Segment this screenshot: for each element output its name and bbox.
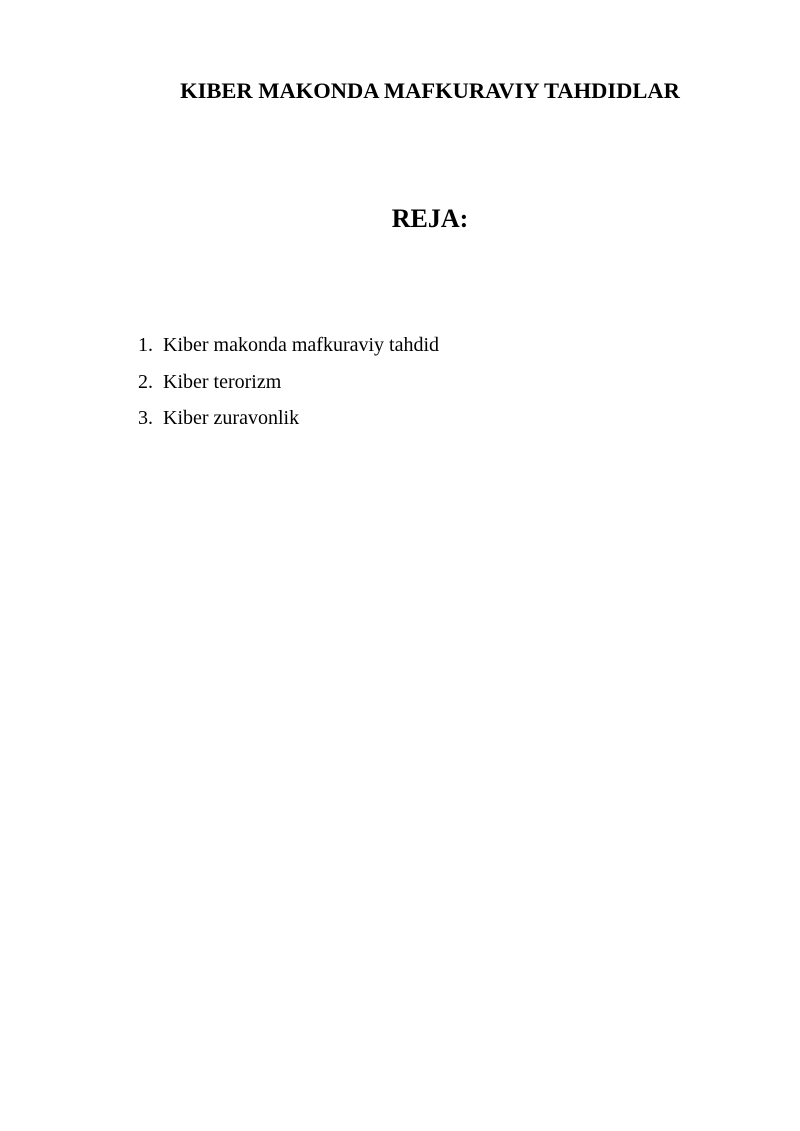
plan-item-text: Kiber makonda mafkuraviy tahdid <box>163 334 440 356</box>
plan-item-number: 1. <box>138 334 153 356</box>
plan-item-number: 3. <box>138 407 153 429</box>
plan-list <box>138 333 439 443</box>
plan-item <box>138 406 439 430</box>
plan-item-text: Kiber terorizm <box>163 370 282 393</box>
plan-item-text: Kiber zuravonlik <box>163 407 300 429</box>
document-title: KIBER MAKONDA MAFKURAVIY TAHDIDLAR <box>180 78 680 103</box>
plan-item-number: 2. <box>138 370 153 393</box>
plan-item <box>138 333 439 357</box>
plan-item <box>138 370 439 394</box>
plan-heading: REJA: <box>391 204 469 233</box>
